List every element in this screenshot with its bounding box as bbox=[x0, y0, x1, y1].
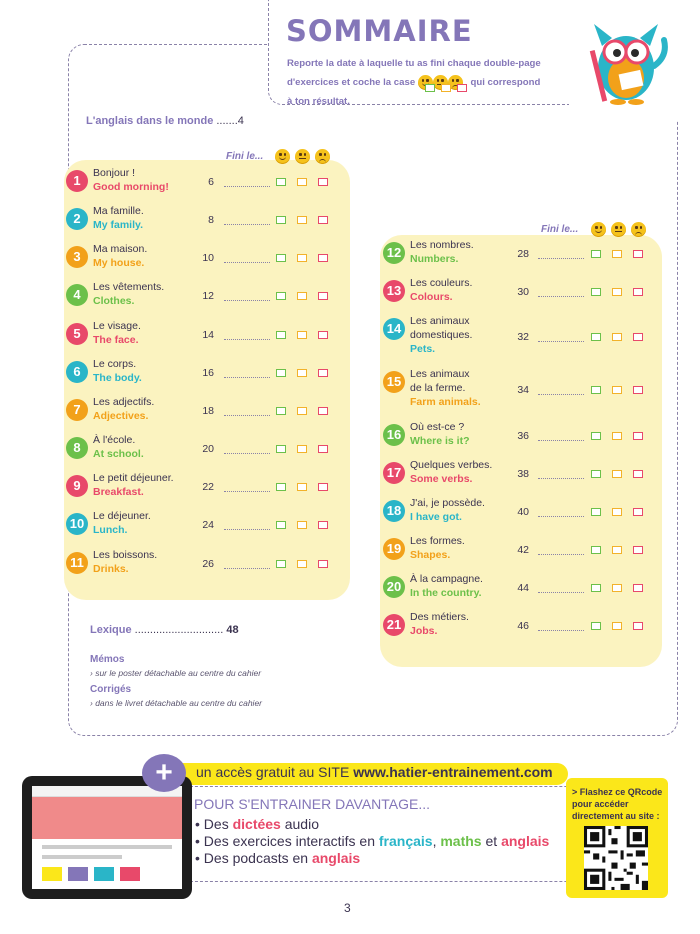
checkbox-happy[interactable] bbox=[276, 483, 286, 491]
checkbox-sad[interactable] bbox=[633, 333, 643, 341]
result-checkboxes bbox=[276, 178, 328, 186]
lesson-page-number: 32 bbox=[517, 331, 529, 343]
date-field[interactable] bbox=[538, 592, 584, 593]
lesson-title-en: I have got. bbox=[410, 511, 462, 523]
lesson-title-fr: Les couleurs. bbox=[410, 277, 473, 289]
checkbox-sad[interactable] bbox=[633, 546, 643, 554]
lesson-number-badge: 19 bbox=[383, 538, 405, 560]
checkbox-neutral[interactable] bbox=[612, 546, 622, 554]
checkbox-happy[interactable] bbox=[591, 288, 601, 296]
date-field[interactable] bbox=[538, 630, 584, 631]
lesson-title-fr: Bonjour ! bbox=[93, 167, 136, 179]
lesson-number-badge: 20 bbox=[383, 576, 405, 598]
lesson-title-fr: Des métiers. bbox=[410, 611, 469, 623]
checkbox-sad[interactable] bbox=[318, 521, 328, 529]
page-title: SOMMAIRE bbox=[286, 14, 473, 48]
lesson-row bbox=[383, 534, 655, 570]
lesson-title-en: My house. bbox=[93, 257, 145, 269]
checkbox-neutral[interactable] bbox=[297, 407, 307, 415]
checkbox-happy[interactable] bbox=[591, 250, 601, 258]
checkbox-sad[interactable] bbox=[318, 292, 328, 300]
checkbox-sad[interactable] bbox=[318, 560, 328, 568]
qr-code-icon[interactable] bbox=[584, 826, 648, 890]
promo-heading: POUR S'ENTRAINER DAVANTAGE... bbox=[194, 796, 431, 812]
checkbox-happy[interactable] bbox=[276, 445, 286, 453]
lesson-row bbox=[66, 395, 342, 431]
checkbox-sad[interactable] bbox=[318, 216, 328, 224]
fini-le-label-right: Fini le... bbox=[541, 224, 579, 235]
lesson-title-fr: Ma famille. bbox=[93, 205, 144, 217]
lesson-title-en: Some verbs. bbox=[410, 473, 473, 485]
checkbox-neutral[interactable] bbox=[297, 445, 307, 453]
checkbox-sad[interactable] bbox=[633, 250, 643, 258]
lesson-row bbox=[66, 357, 342, 393]
lesson-title-fr: Les boissons. bbox=[93, 549, 158, 561]
lesson-title-en: Farm animals. bbox=[410, 396, 481, 408]
checkbox-happy[interactable] bbox=[591, 584, 601, 592]
checkbox-happy[interactable] bbox=[276, 178, 286, 186]
checkbox-neutral[interactable] bbox=[297, 369, 307, 377]
lesson-title-en: At school. bbox=[93, 448, 144, 460]
lesson-number-badge: 12 bbox=[383, 242, 405, 264]
date-field[interactable] bbox=[224, 453, 270, 454]
checkbox-neutral[interactable] bbox=[297, 292, 307, 300]
neutral-smiley-icon bbox=[611, 222, 626, 237]
date-field[interactable] bbox=[538, 440, 584, 441]
qr-instruction: > Flashez ce QRcode pour accéder directement au site : bbox=[572, 787, 663, 821]
lesson-title-en: Shapes. bbox=[410, 549, 451, 561]
lesson-number-badge: 7 bbox=[66, 399, 88, 421]
lesson-number-badge: 8 bbox=[66, 437, 88, 459]
lesson-row bbox=[383, 572, 655, 608]
lesson-row bbox=[383, 276, 655, 312]
result-checkboxes bbox=[276, 483, 328, 491]
checkbox-neutral[interactable] bbox=[612, 622, 622, 630]
lesson-title-en: Adjectives. bbox=[93, 410, 149, 422]
checkbox-happy[interactable] bbox=[591, 622, 601, 630]
checkbox-happy[interactable] bbox=[591, 546, 601, 554]
lesson-title-fr: Où est-ce ? bbox=[410, 421, 465, 433]
checkbox-happy[interactable] bbox=[276, 216, 286, 224]
lesson-title-en: The body. bbox=[93, 372, 142, 384]
lesson-number-badge: 13 bbox=[383, 280, 405, 302]
lesson-page-number: 6 bbox=[208, 176, 214, 188]
checkbox-neutral[interactable] bbox=[297, 521, 307, 529]
date-field[interactable] bbox=[224, 377, 270, 378]
date-field[interactable] bbox=[224, 529, 270, 530]
checkbox-neutral[interactable] bbox=[612, 288, 622, 296]
lesson-row bbox=[383, 458, 655, 494]
date-field[interactable] bbox=[538, 394, 584, 395]
date-field[interactable] bbox=[224, 568, 270, 569]
checkbox-neutral[interactable] bbox=[612, 470, 622, 478]
lesson-page-number: 16 bbox=[202, 367, 214, 379]
lesson-row bbox=[66, 433, 342, 469]
result-checkboxes bbox=[276, 216, 328, 224]
sad-smiley-icon bbox=[631, 222, 646, 237]
lesson-page-number: 18 bbox=[202, 405, 214, 417]
lexique-entry: Lexique ............................. 48 bbox=[90, 624, 239, 636]
lesson-page-number: 8 bbox=[208, 214, 214, 226]
lesson-page-number: 26 bbox=[202, 558, 214, 570]
result-checkboxes bbox=[591, 288, 643, 296]
legend-checkboxes bbox=[425, 84, 467, 92]
fini-le-label-left: Fini le... bbox=[226, 151, 264, 162]
result-checkboxes bbox=[276, 254, 328, 262]
lesson-title-fr: Les adjectifs. bbox=[93, 396, 155, 408]
checkbox-sad[interactable] bbox=[633, 622, 643, 630]
date-field[interactable] bbox=[224, 224, 270, 225]
tablet-screen bbox=[32, 786, 182, 889]
lesson-number-badge: 9 bbox=[66, 475, 88, 497]
lesson-title-fr: J'ai, je possède. bbox=[410, 497, 485, 509]
checkbox-sad[interactable] bbox=[318, 331, 328, 339]
owl-mascot-icon bbox=[584, 16, 670, 106]
checkbox-happy[interactable] bbox=[591, 508, 601, 516]
lesson-title-en: Drinks. bbox=[93, 563, 129, 575]
lesson-page-number: 28 bbox=[517, 248, 529, 260]
checkbox-neutral[interactable] bbox=[297, 560, 307, 568]
result-checkboxes bbox=[591, 333, 643, 341]
lesson-row bbox=[383, 238, 655, 274]
lesson-row bbox=[66, 471, 342, 507]
checkbox-sad[interactable] bbox=[318, 369, 328, 377]
checkbox-sad[interactable] bbox=[633, 386, 643, 394]
lesson-title-fr: Quelques verbes. bbox=[410, 459, 493, 471]
date-field[interactable] bbox=[538, 478, 584, 479]
lesson-number-badge: 11 bbox=[66, 552, 88, 574]
result-checkboxes bbox=[276, 521, 328, 529]
lesson-title-fr: À la campagne. bbox=[410, 573, 483, 585]
result-checkboxes bbox=[591, 584, 643, 592]
result-checkboxes bbox=[276, 560, 328, 568]
lesson-row bbox=[383, 610, 655, 646]
plus-icon: + bbox=[142, 754, 186, 792]
lesson-title-fr: Ma maison. bbox=[93, 243, 148, 255]
lesson-number-badge: 16 bbox=[383, 424, 405, 446]
neutral-smiley-icon bbox=[295, 149, 310, 164]
lesson-row bbox=[66, 509, 342, 545]
checkbox-neutral[interactable] bbox=[297, 178, 307, 186]
lesson-number-badge: 4 bbox=[66, 284, 88, 306]
site-banner-text: un accès gratuit au SITE www.hatier-entrainement.com bbox=[196, 764, 553, 780]
checkbox-sad[interactable] bbox=[318, 445, 328, 453]
corriges-text: › dans le livret détachable au centre du cahier bbox=[90, 698, 263, 708]
lesson-page-number: 38 bbox=[517, 468, 529, 480]
lesson-title-en: In the country. bbox=[410, 587, 482, 599]
lesson-number-badge: 2 bbox=[66, 208, 88, 230]
lesson-row bbox=[66, 319, 342, 355]
date-field[interactable] bbox=[224, 491, 270, 492]
smiley-header-right bbox=[591, 222, 646, 237]
lesson-title-fr: Les vêtements. bbox=[93, 281, 165, 293]
lesson-page-number: 12 bbox=[202, 290, 214, 302]
date-field[interactable] bbox=[224, 186, 270, 187]
lesson-page-number: 46 bbox=[517, 620, 529, 632]
lesson-title-fr: Le déjeuner. bbox=[93, 510, 151, 522]
lesson-page-number: 40 bbox=[517, 506, 529, 518]
lesson-title-en: Good morning! bbox=[93, 181, 169, 193]
lesson-number-badge: 1 bbox=[66, 170, 88, 192]
result-checkboxes bbox=[276, 407, 328, 415]
lesson-title-fr: Les formes. bbox=[410, 535, 465, 547]
checkbox-sad[interactable] bbox=[633, 584, 643, 592]
happy-smiley-icon bbox=[591, 222, 606, 237]
result-checkboxes bbox=[591, 470, 643, 478]
result-checkboxes bbox=[276, 445, 328, 453]
checkbox-neutral[interactable] bbox=[612, 432, 622, 440]
lesson-number-badge: 21 bbox=[383, 614, 405, 636]
lesson-row bbox=[383, 314, 655, 355]
lesson-page-number: 24 bbox=[202, 519, 214, 531]
date-field[interactable] bbox=[538, 258, 584, 259]
lesson-title-fr: Le visage. bbox=[93, 320, 141, 332]
lesson-number-badge: 18 bbox=[383, 500, 405, 522]
lesson-title-en: My family. bbox=[93, 219, 143, 231]
lesson-title-fr: Les animaux de la ferme. bbox=[410, 368, 470, 394]
lesson-row bbox=[66, 204, 342, 240]
checkbox-sad[interactable] bbox=[633, 432, 643, 440]
checkbox-happy[interactable] bbox=[276, 407, 286, 415]
checkbox-neutral[interactable] bbox=[297, 254, 307, 262]
checkbox-neutral[interactable] bbox=[297, 216, 307, 224]
checkbox-sad[interactable] bbox=[633, 508, 643, 516]
world-entry: L'anglais dans le monde .......4 bbox=[86, 115, 244, 127]
date-field[interactable] bbox=[224, 339, 270, 340]
checkbox-neutral[interactable] bbox=[612, 333, 622, 341]
checkbox-neutral[interactable] bbox=[297, 483, 307, 491]
checkbox-happy[interactable] bbox=[276, 254, 286, 262]
result-checkboxes bbox=[276, 369, 328, 377]
checkbox-neutral[interactable] bbox=[297, 331, 307, 339]
checkbox-happy[interactable] bbox=[591, 333, 601, 341]
lesson-title-en: Jobs. bbox=[410, 625, 438, 637]
result-checkboxes bbox=[276, 292, 328, 300]
happy-smiley-icon bbox=[275, 149, 290, 164]
checkbox-happy[interactable] bbox=[276, 331, 286, 339]
lesson-row bbox=[66, 548, 342, 584]
lesson-title-en: Breakfast. bbox=[93, 486, 144, 498]
date-field[interactable] bbox=[538, 516, 584, 517]
lesson-number-badge: 17 bbox=[383, 462, 405, 484]
checkbox-happy[interactable] bbox=[276, 292, 286, 300]
lesson-row bbox=[383, 367, 655, 408]
result-checkboxes bbox=[591, 546, 643, 554]
lesson-title-fr: À l'école. bbox=[93, 434, 136, 446]
checkbox-happy[interactable] bbox=[276, 369, 286, 377]
checkbox-happy[interactable] bbox=[276, 560, 286, 568]
lesson-number-badge: 5 bbox=[66, 323, 88, 345]
lesson-number-badge: 14 bbox=[383, 318, 405, 340]
lesson-page-number: 42 bbox=[517, 544, 529, 556]
sad-smiley-icon bbox=[315, 149, 330, 164]
smiley-header-left bbox=[275, 149, 330, 164]
checkbox-neutral[interactable] bbox=[612, 584, 622, 592]
lesson-page-number: 30 bbox=[517, 286, 529, 298]
lesson-title-en: Numbers. bbox=[410, 253, 459, 265]
lesson-page-number: 44 bbox=[517, 582, 529, 594]
checkbox-neutral[interactable] bbox=[612, 250, 622, 258]
promo-item-podcasts: • Des podcasts en anglais bbox=[195, 850, 361, 866]
checkbox-happy[interactable] bbox=[591, 432, 601, 440]
lesson-row bbox=[66, 280, 342, 316]
lesson-number-badge: 15 bbox=[383, 371, 405, 393]
date-field[interactable] bbox=[224, 300, 270, 301]
checkbox-happy[interactable] bbox=[591, 470, 601, 478]
checkbox-sad[interactable] bbox=[318, 483, 328, 491]
site-url-link[interactable]: www.hatier-entrainement.com bbox=[353, 764, 553, 780]
result-checkboxes bbox=[591, 432, 643, 440]
date-field[interactable] bbox=[538, 554, 584, 555]
promo-item-dictees: • Des dictées audio bbox=[195, 816, 319, 832]
lesson-title-en: Where is it? bbox=[410, 435, 470, 447]
date-field[interactable] bbox=[538, 341, 584, 342]
lesson-title-fr: Les nombres. bbox=[410, 239, 474, 251]
date-field[interactable] bbox=[538, 296, 584, 297]
lesson-title-fr: Le corps. bbox=[93, 358, 137, 370]
lesson-number-badge: 3 bbox=[66, 246, 88, 268]
lesson-title-en: Lunch. bbox=[93, 524, 128, 536]
lesson-row bbox=[66, 166, 342, 202]
lesson-number-badge: 6 bbox=[66, 361, 88, 383]
lesson-title-fr: Le petit déjeuner. bbox=[93, 472, 174, 484]
lesson-page-number: 20 bbox=[202, 443, 214, 455]
result-checkboxes bbox=[276, 331, 328, 339]
lesson-number-badge: 10 bbox=[66, 513, 88, 535]
checkbox-sad[interactable] bbox=[318, 254, 328, 262]
memos-title: Mémos bbox=[90, 654, 125, 665]
date-field[interactable] bbox=[224, 415, 270, 416]
lesson-title-fr: Les animaux domestiques. bbox=[410, 315, 473, 341]
page-number: 3 bbox=[344, 901, 351, 915]
checkbox-sad[interactable] bbox=[318, 178, 328, 186]
lesson-row bbox=[383, 496, 655, 532]
checkbox-sad[interactable] bbox=[633, 288, 643, 296]
checkbox-neutral[interactable] bbox=[612, 508, 622, 516]
result-checkboxes bbox=[591, 250, 643, 258]
corriges-title: Corrigés bbox=[90, 684, 132, 695]
lesson-title-en: Pets. bbox=[410, 343, 436, 355]
lesson-page-number: 34 bbox=[517, 384, 529, 396]
checkbox-sad[interactable] bbox=[633, 470, 643, 478]
lesson-page-number: 22 bbox=[202, 481, 214, 493]
checkbox-sad[interactable] bbox=[318, 407, 328, 415]
checkbox-happy[interactable] bbox=[276, 521, 286, 529]
checkbox-happy[interactable] bbox=[591, 386, 601, 394]
lesson-row bbox=[383, 420, 655, 456]
result-checkboxes bbox=[591, 508, 643, 516]
lesson-page-number: 36 bbox=[517, 430, 529, 442]
lesson-title-en: Colours. bbox=[410, 291, 453, 303]
checkbox-neutral[interactable] bbox=[612, 386, 622, 394]
lesson-title-en: Clothes. bbox=[93, 295, 135, 307]
date-field[interactable] bbox=[224, 262, 270, 263]
promo-item-exercices: • Des exercices interactifs en français, maths et anglais bbox=[195, 833, 550, 849]
intro-text: Reporte la date à laquelle tu as fini chaque double-page d'exercices et coche la case qui correspond à ton résultat. bbox=[287, 58, 541, 107]
result-checkboxes bbox=[591, 386, 643, 394]
lesson-page-number: 10 bbox=[202, 252, 214, 264]
result-checkboxes bbox=[591, 622, 643, 630]
lesson-row bbox=[66, 242, 342, 278]
lesson-page-number: 14 bbox=[202, 329, 214, 341]
lesson-title-en: The face. bbox=[93, 334, 139, 346]
memos-text: › sur le poster détachable au centre du cahier bbox=[90, 668, 262, 678]
